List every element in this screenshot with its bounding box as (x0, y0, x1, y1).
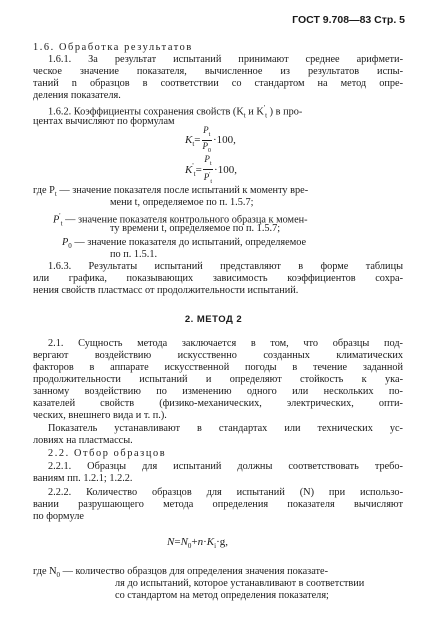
p21-line4: продолжительности испытаний и определяют стойкость к ука- (33, 374, 403, 385)
p161-line4: деления показателя. (33, 90, 121, 101)
p161-line1: 1.6.1. За результат испытаний принимают среднее арифмети- (48, 54, 403, 65)
p21-line7: ческих, внешнего вида и т. п.). (33, 410, 167, 421)
section-1-6-title: 1.6. Обработка результатов (33, 42, 193, 53)
where-pt: где $P_t$ — значение показателя после испытаний к моменту вре- (33, 185, 309, 199)
page-header: ГОСТ 9.708—83 Стр. 5 (292, 14, 405, 26)
p21-line6: казателей свойств (физико-механических, электрических, опти- (33, 398, 403, 409)
p222-line2: вании разрушающего метода определения показателя вычисляют (33, 499, 403, 510)
where-pt-line2: мени t, определяемое по п. 1.5.7; (110, 197, 254, 208)
where-pt-prime-line2: ту времени t, определяемое по п. 1.5.7; (110, 223, 281, 234)
p163-line2: или графика, показывающих зависимость коэффициентов сохра- (33, 273, 403, 284)
p21-line2: вергают воздействию искусственно созданных климатических (33, 350, 403, 361)
p162-line2: центах вычисляют по формулам (33, 116, 175, 127)
p161-line2: ческое значение показателя, вычисленное из результатов испы- (33, 66, 403, 77)
formula-3: $N=N_0+n\cdot K_i\cdot g$, (167, 536, 229, 551)
p222-line3: по формуле (33, 511, 84, 522)
p21b-line2: ловиях на пластмассы. (33, 435, 133, 446)
p221-line2: ваниям пп. 1.2.1; 1.2.2. (33, 473, 133, 484)
p163-line1: 1.6.3. Результаты испытаний представляют в форме таблицы (48, 261, 403, 272)
where-n0: где $N_0$ — количество образцов для определения значения показате- (33, 566, 329, 580)
where-n0-line2: ля до испытаний, которое устанавливают в соответствии (115, 578, 365, 589)
p222-line1: 2.2.2. Количество образцов для испытаний (N) при использо- (48, 487, 403, 498)
formula-2: $K'_t=$ $\frac{P_t}{P'_t}$ ·100, (185, 154, 237, 185)
p21b-line1: Показатель устанавливают в стандартах или технических ус- (48, 423, 403, 434)
p221-line1: 2.2.1. Образцы для испытаний должны соответствовать требо- (48, 461, 403, 472)
formula-1: $K_t=$ $\frac{P_t}{P_0}$ ·100, (185, 125, 236, 154)
where-n0-line3: со стандартом на метод определения показателя; (115, 590, 329, 601)
section-2-2-title: 2.2. Отбор образцов (48, 448, 167, 459)
method-2-heading: 2. МЕТОД 2 (184, 314, 243, 325)
where-p0-line2: по п. 1.5.1. (110, 249, 158, 260)
p21-line1: 2.1. Сущность метода заключается в том, что образцы под- (48, 338, 403, 349)
p21-line5: занному воздействию по изменению одного или нескольких по- (33, 386, 403, 397)
p162-line1: 1.6.2. Коэффициенты сохранения свойств ($K_t$ и $K'_t$ ) в про- (48, 104, 303, 120)
where-pt-prime: $P'_t$ — значение показателя контрольного образца к момен- (53, 212, 308, 228)
p21-line3: факторов в аппарате искусственной погоды в течение заданной (33, 362, 403, 373)
where-p0: $P_0$ — значение показателя до испытаний, определяемое (62, 237, 307, 251)
p161-line3: таний n образцов в соответствии со стандартом на метод опре- (33, 78, 403, 89)
p163-line3: нения свойств пластмасс от продолжительности испытаний. (33, 285, 299, 296)
